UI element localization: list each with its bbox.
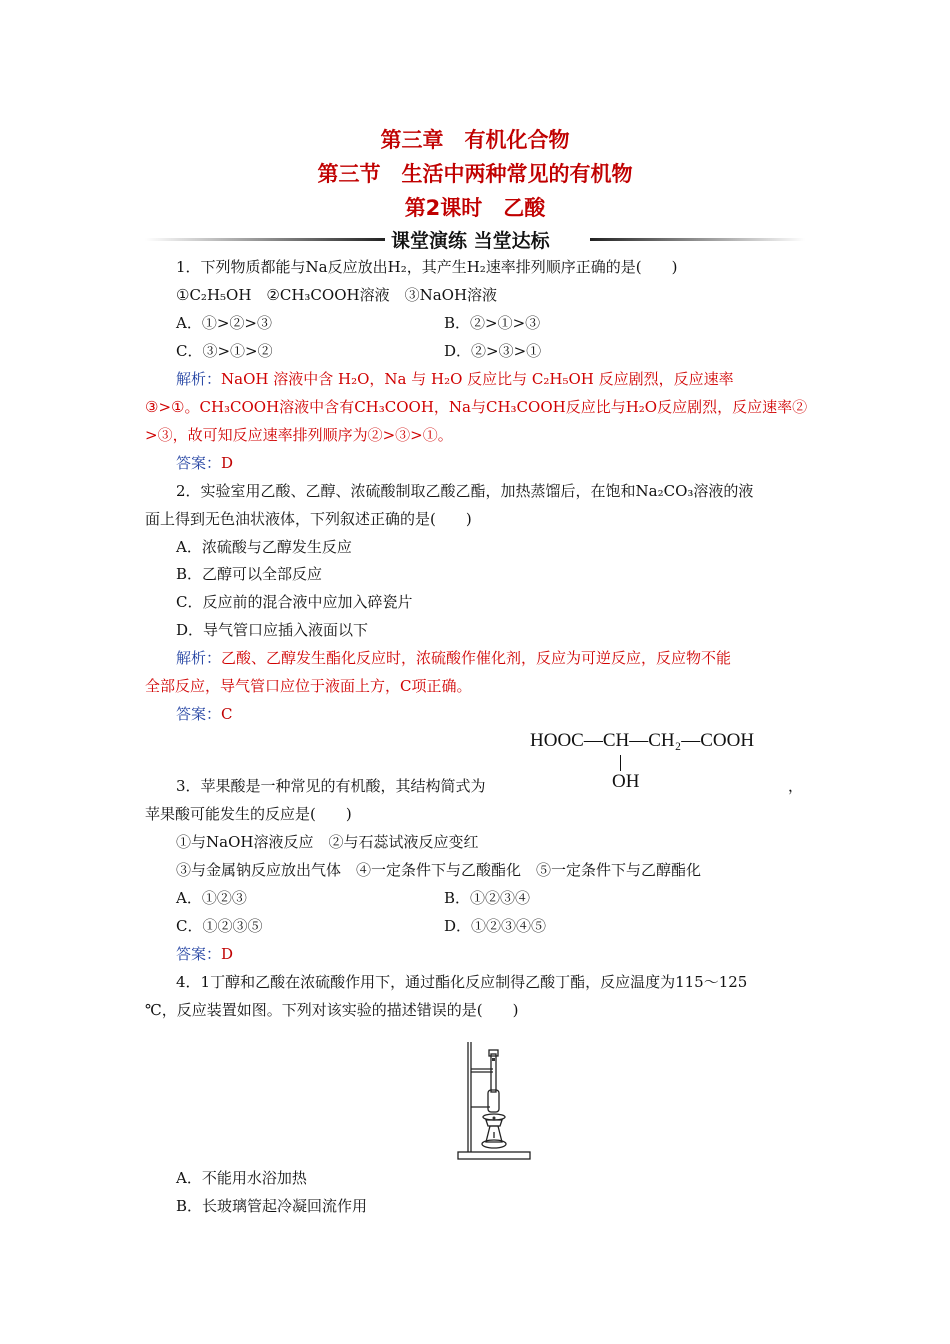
lesson-title: 第2课时 乙酸 (404, 196, 546, 220)
q2-option-a: A．浓硫酸与乙醇发生反应 (176, 538, 352, 556)
banner-rule-left (145, 238, 385, 241)
q4-stem-line1: 4．1丁醇和乙酸在浓硫酸作用下，通过酯化反应制得乙酸丁酯，反应温度为115～125 (176, 973, 748, 991)
q3-option-b: B．①②③④ (444, 889, 531, 907)
q1-analysis-label: 解析： (176, 370, 222, 388)
formula-bond-vertical (620, 755, 621, 771)
q1-answer-value: D (221, 454, 234, 472)
q2-stem-line1: 2．实验室用乙酸、乙醇、浓硫酸制取乙酸乙酯，加热蒸馏后，在饱和Na₂CO₃溶液的液 (176, 482, 754, 500)
chapter-title: 第三章 有机化合物 (380, 128, 570, 152)
q1-option-c: C．③>①>② (176, 342, 273, 360)
q1-analysis-line3: >③，故可知反应速率排列顺序为②>③>①。 (145, 426, 453, 444)
banner-rule-right (590, 238, 805, 241)
q2-stem-line2: 面上得到无色油状液体，下列叙述正确的是( ) (145, 510, 472, 528)
malic-acid-oh-group: OH (612, 771, 640, 792)
section-banner (145, 226, 805, 252)
q2-answer-value: C (221, 705, 233, 723)
q1-analysis-text1: NaOH 溶液中含 H₂O，Na 与 H₂O 反应比与 C₂H₅OH 反应剧烈，反应速率 (221, 370, 734, 388)
q2-analysis-line2: 全部反应，导气管口应位于液面上方，C项正确。 (145, 677, 472, 695)
banner-text: 课堂演练 当堂达标 (391, 230, 550, 252)
q4-option-a: A．不能用水浴加热 (176, 1169, 307, 1187)
reflux-apparatus-diagram (450, 1036, 540, 1162)
q3-option-d: D．①②③④⑤ (444, 917, 547, 935)
q3-stem-comma: ， (788, 777, 804, 795)
q2-analysis-text1: 乙酸、乙醇发生酯化反应时，浓硫酸作催化剂，反应为可逆反应，反应物不能 (221, 649, 732, 667)
q1-answer-label: 答案： (176, 454, 222, 472)
q2-analysis-label: 解析： (176, 649, 222, 667)
section-title: 第三节 生活中两种常见的有机物 (317, 162, 633, 186)
q2-option-d: D．导气管口应插入液面以下 (176, 621, 369, 639)
q2-answer-label: 答案： (176, 705, 222, 723)
stand-base (458, 1152, 530, 1159)
q3-items-line1: ①与NaOH溶液反应 ②与石蕊试液反应变红 (176, 833, 479, 851)
q3-option-a: A．①②③ (176, 889, 247, 907)
q2-option-b: B．乙醇可以全部反应 (176, 565, 323, 583)
q3-option-c: C．①②③⑤ (176, 917, 263, 935)
q3-answer-label: 答案： (176, 945, 222, 963)
q1-option-b: B．②>①>③ (444, 314, 541, 332)
q1-option-a: A．①>②>③ (176, 314, 272, 332)
q2-analysis-line1 (176, 648, 731, 668)
q1-stem: 1．下列物质都能与Na反应放出H₂，其产生H₂速率排列顺序正确的是( ) (176, 258, 678, 276)
q2-answer (176, 704, 233, 724)
q3-stem-line2: 苹果酸可能发生的反应是( ) (145, 805, 352, 823)
q1-option-d: D．②>③>① (444, 342, 542, 360)
q4-stem-line2: ℃，反应装置如图。下列对该实验的描述错误的是( ) (145, 1001, 519, 1019)
q3-stem-line1: 3．苹果酸是一种常见的有机酸，其结构简式为 (176, 777, 486, 795)
q1-analysis-line2: ③>①。CH₃COOH溶液中含有CH₃COOH，Na与CH₃COOH反应比与H₂O反应剧烈，反应速率② (145, 398, 808, 416)
q1-items: ①C₂H₅OH ②CH₃COOH溶液 ③NaOH溶液 (176, 286, 498, 304)
q4-option-b: B．长玻璃管起冷凝回流作用 (176, 1197, 368, 1215)
q3-items-line2: ③与金属钠反应放出气体 ④一定条件下与乙酸酯化 ⑤一定条件下与乙醇酯化 (176, 861, 702, 879)
test-tube (488, 1090, 499, 1112)
q3-answer (176, 944, 233, 964)
q3-answer-value: D (221, 945, 234, 963)
malic-acid-formula: HOOC—CH—CH₂—COOH (530, 730, 755, 751)
q2-option-c: C．反应前的混合液中应加入碎瓷片 (176, 593, 413, 611)
q1-answer (176, 453, 233, 473)
q1-analysis-line1 (176, 369, 734, 389)
